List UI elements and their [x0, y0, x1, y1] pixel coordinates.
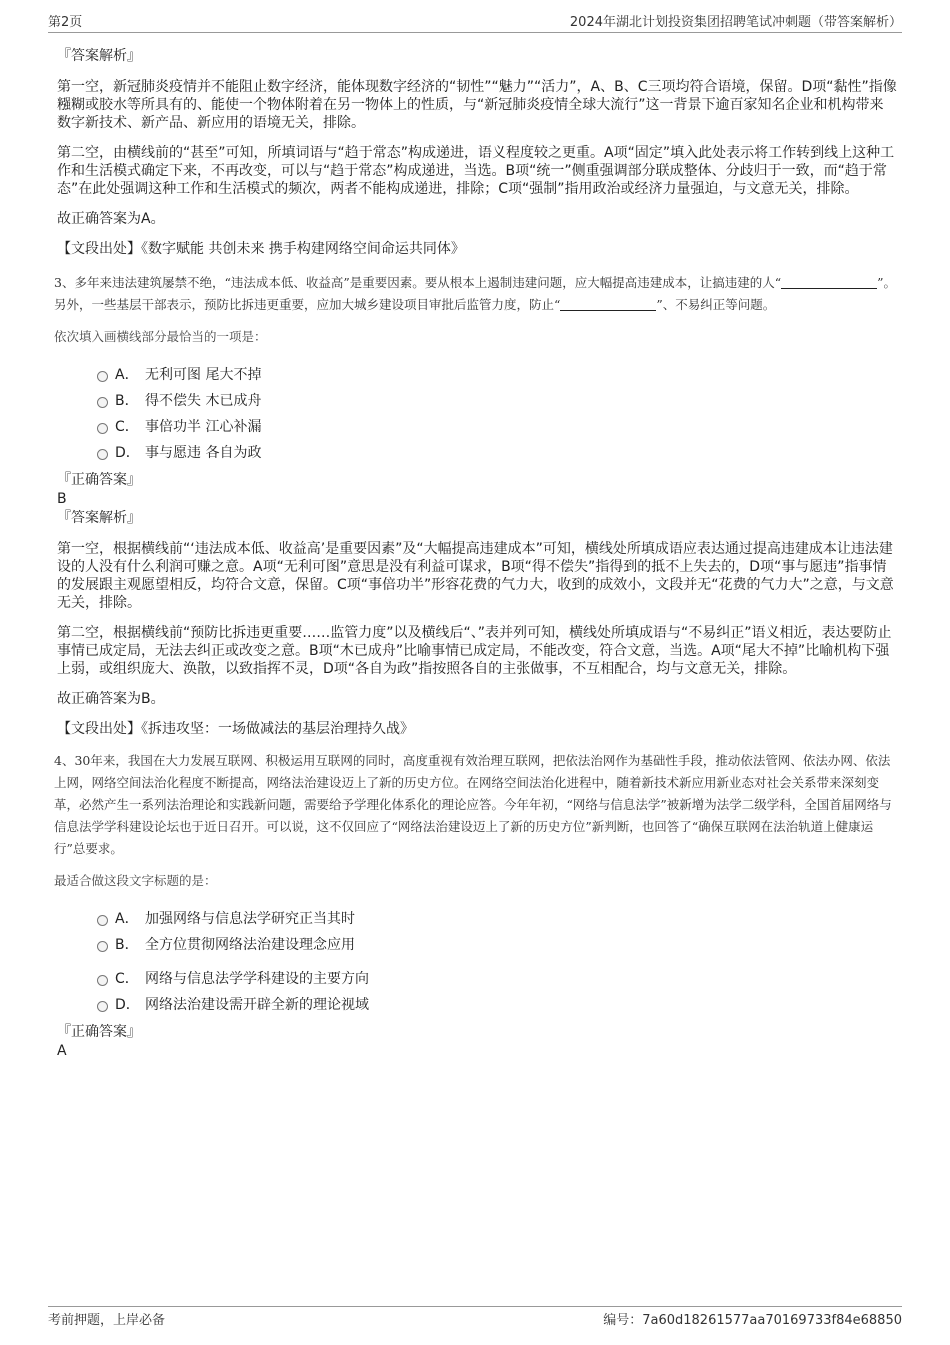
option-text: 事与愿违 各自为政: [145, 445, 262, 461]
option-text: 网络法治建设需开辟全新的理论视域: [145, 997, 369, 1013]
q4-prompt: 最适合做这段文字标题的是：: [54, 873, 217, 888]
page-footer: [48, 1306, 902, 1331]
q3-stem-part3: ”、不易纠正等问题。: [656, 297, 776, 312]
q2-analysis-para1: 第一空，新冠肺炎疫情并不能阻止数字经济，能体现数字经济的“韧性”“魅力”“活力”，A、B、C三项均符合语境，保留。D项“黏性”指像糨糊或胶水等所具有的、能使一个物体附着在另一物体上的性质，与“新冠肺炎疫情全球大流行”这一背景下逾百家知名企业和机构带来数字新技术、新产品、新应用的语境无关，排除。: [57, 79, 897, 131]
option-letter: A．: [115, 911, 139, 927]
page-number: 第2页: [48, 15, 83, 30]
radio-icon[interactable]: [97, 371, 108, 382]
q2-analysis-label: 『答案解析』: [57, 48, 141, 64]
option-letter: D．: [115, 445, 140, 461]
q4-stem: 4、30年来，我国在大力发展互联网、积极运用互联网的同时，高度重视有效治理互联网，把依法治网作为基础性手段，推动依法管网、依法办网、依法上网，网络空间法治化程度不断提高，网络法治建设迈上了新的历史方位。在网络空间法治化进程中，随着新技术新应用新业态对社会关系带来深刻变革，必然产生一系列法治理论和实践新问题，需要给予学理化体系化的理论应答。今年年初，“网络与信息法学”被新增为法学二级学科，全国首届网络与信息法学学科建设论坛也于近日召开。可以说，这不仅回应了“网络法治建设迈上了新的历史方位”新判断，也回答了“确保互联网在法治轨道上健康运行”总要求。: [54, 753, 892, 856]
option-text: 得不偿失 木已成舟: [145, 393, 262, 409]
q3-analysis-para1: 第一空，根据横线前“‘违法成本低、收益高’是重要因素”及“大幅提高违建成本”可知，横线处所填成语应表达通过提高违建成本让违法建设的人没有什么利润可赚之意。A项“无利可图”意思是没有利益可谋求，B项“得不偿失”指得到的抵不上失去的，D项“事与愿违”指事情的发展跟主观愿望相反，均符合文意，保留。C项“事倍功半”形容花费的气力大，收到的成效小，文段并无“花费的气力大”之意，与文意无关，排除。: [57, 541, 894, 611]
footer-slogan: 考前押题，上岸必备: [48, 1313, 166, 1328]
q4-option-d[interactable]: [57, 992, 897, 1018]
q4-option-b[interactable]: [57, 932, 897, 958]
radio-icon[interactable]: [97, 423, 108, 434]
q3-option-c[interactable]: [57, 414, 897, 440]
q3-option-b[interactable]: [57, 388, 897, 414]
option-letter: B．: [115, 393, 139, 409]
q3-correct-label: 『正确答案』: [57, 472, 141, 488]
q3-prompt: 依次填入画横线部分最恰当的一项是：: [54, 329, 267, 344]
option-letter: C．: [115, 971, 139, 987]
q4-correct-label: 『正确答案』: [57, 1024, 141, 1040]
q3-correct-answer: B: [57, 491, 67, 507]
q3-conclusion: 故正确答案为B。: [57, 691, 165, 707]
option-letter: D．: [115, 997, 140, 1013]
q2-source: 【文段出处】《数字赋能 共创未来 携手构建网络空间命运共同体》: [57, 241, 465, 257]
q3-stem-part1: 3、多年来违法建筑屡禁不绝，“违法成本低、收益高”是重要因素。要从根本上遏制违建问题，应大幅提高违建成本，让搞违建的人“: [54, 275, 782, 290]
q3-blank-1: [781, 274, 877, 289]
option-letter: B．: [115, 937, 139, 953]
document-title: 2024年湖北计划投资集团招聘笔试冲刺题（带答案解析）: [569, 15, 902, 30]
q3-option-d[interactable]: [57, 440, 897, 466]
q2-analysis-para2: 第二空，由横线前的“甚至”可知，所填词语与“趋于常态”构成递进，语义程度较之更重。A项“固定”填入此处表示将工作转到线上这种工作和生活模式确定下来，不再改变，可以与“趋于常态”构成递进，当选。B项“统一”侧重强调部分联成整体、分歧归于一致，而“趋于常态”在此处强调这种工作和生活模式的频次，两者不能构成递进，排除；C项“强制”指用政治或经济力量强迫，与文意无关，排除。: [57, 145, 895, 197]
q3-analysis-para2: 第二空，根据横线前“预防比拆违更重要……监管力度”以及横线后“、”表并列可知，横线处所填成语与“不易纠正”语义相近，表达要防止事情已成定局，无法去纠正或改变之意。B项“木已成舟”比喻事情已成定局，不能改变，符合文意，当选。A项“尾大不掉”比喻机构下强上弱，或组织庞大、涣散，以致指挥不灵，D项“各自为政”指按照各自的主张做事，不互相配合，均与文意无关，排除。: [57, 625, 892, 677]
radio-icon[interactable]: [97, 397, 108, 408]
q3-stem: [54, 272, 900, 316]
option-letter: A．: [115, 367, 139, 383]
document-body: [54, 46, 897, 1060]
q4-options: [57, 906, 897, 1018]
radio-icon[interactable]: [97, 1001, 108, 1012]
option-text: 事倍功半 江心补漏: [145, 419, 262, 435]
page-header: [48, 10, 902, 33]
q3-source: 【文段出处】《拆违攻坚：一场做减法的基层治理持久战》: [57, 721, 414, 737]
option-text: 加强网络与信息法学研究正当其时: [145, 911, 355, 927]
q2-conclusion: 故正确答案为A。: [57, 211, 165, 227]
q4-option-c[interactable]: [57, 966, 897, 992]
q3-options: [57, 362, 897, 466]
q4-correct-answer: A: [57, 1043, 67, 1059]
q3-stem-part2: ”。另外，一些基层干部表示，预防比拆违更重要，应加大城乡建设项目审批后监管力度，防止“: [54, 275, 897, 312]
radio-icon[interactable]: [97, 915, 108, 926]
q3-option-a[interactable]: [57, 362, 897, 388]
radio-icon[interactable]: [97, 975, 108, 986]
option-text: 网络与信息法学学科建设的主要方向: [145, 971, 369, 987]
q3-analysis-label: 『答案解析』: [57, 510, 141, 526]
q4-option-a[interactable]: [57, 906, 897, 932]
option-letter: C．: [115, 419, 139, 435]
footer-doc-id: 编号：7a60d18261577aa70169733f84e68850: [603, 1313, 902, 1328]
q3-blank-2: [560, 296, 656, 311]
radio-icon[interactable]: [97, 941, 108, 952]
option-text: 无利可图 尾大不掉: [145, 367, 262, 383]
option-text: 全方位贯彻网络法治建设理念应用: [145, 937, 355, 953]
radio-icon[interactable]: [97, 449, 108, 460]
